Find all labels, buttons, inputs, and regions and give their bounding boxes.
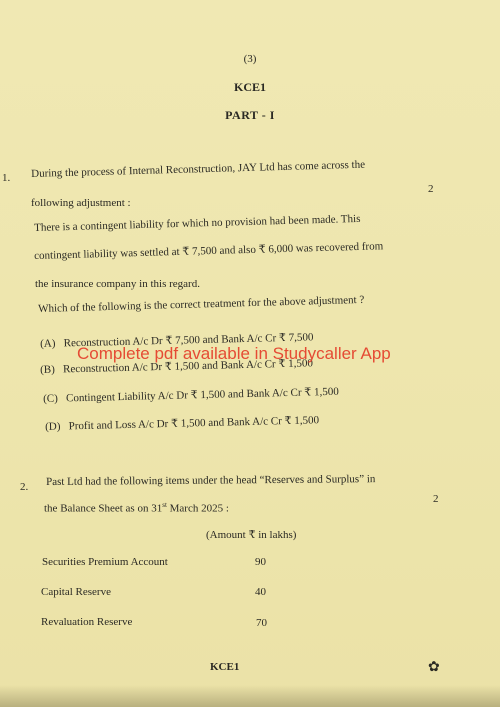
amount-header: (Amount ₹ in lakhs)	[206, 529, 297, 541]
q2-line-1: Past Ltd had the following items under the head “Reserves and Surplus” in	[46, 473, 376, 488]
flower-icon: ✿	[428, 659, 440, 675]
table-row-item: Capital Reserve	[41, 586, 111, 598]
q1-line-4: contingent liability was settled at ₹ 7,500 and also ₹ 6,000 was recovered from	[34, 240, 384, 262]
q2-number: 2.	[20, 481, 29, 493]
option-text: Contingent Liability A/c Dr ₹ 1,500 and Bank A/c Cr ₹ 1,500	[65, 385, 339, 405]
q1-line-2: following adjustment :	[31, 197, 131, 209]
q1-number: 1.	[2, 172, 11, 184]
part-title: PART - I	[225, 108, 275, 122]
q1-option-c	[43, 385, 339, 405]
option-label: (D)	[45, 420, 61, 433]
table-row-item: Securities Premium Account	[42, 556, 168, 568]
q1-line-1: During the process of Internal Reconstruction, JAY Ltd has come across the	[31, 158, 366, 180]
option-label: (C)	[43, 392, 58, 405]
q1-line-3: There is a contingent liability for which no provision had been made. This	[34, 212, 361, 234]
q1-option-d	[45, 413, 319, 433]
table-row-amount: 70	[256, 617, 267, 629]
page-number: (3)	[243, 53, 257, 65]
table-row-amount: 90	[255, 556, 266, 568]
option-label: (B)	[40, 363, 55, 376]
q1-line-5: the insurance company in this regard.	[35, 278, 200, 290]
option-text: Profit and Loss A/c Dr ₹ 1,500 and Bank A/c Cr ₹ 1,500	[68, 414, 320, 433]
option-text: Reconstruction A/c Dr ₹ 1,500 and Bank A/c Cr ₹ 1,500	[62, 357, 314, 376]
q2-marks: 2	[433, 493, 439, 505]
option-text: Reconstruction A/c Dr ₹ 7,500 and Bank A/c Cr ₹ 7,500	[63, 331, 314, 350]
page-edge-shadow	[0, 685, 500, 707]
q1-question: Which of the following is the correct treatment for the above adjustment ?	[38, 293, 365, 315]
footer-code: KCE1	[210, 661, 240, 673]
table-row-item: Revaluation Reserve	[41, 616, 133, 628]
q1-marks: 2	[428, 183, 434, 195]
table-row-amount: 40	[255, 586, 266, 598]
option-label: (A)	[40, 337, 56, 350]
watermark-text: Complete pdf available in Studycaller App	[77, 344, 391, 363]
paper-code: KCE1	[233, 80, 266, 94]
q2-line-2: the Balance Sheet as on 31st March 2025 :	[44, 501, 229, 515]
